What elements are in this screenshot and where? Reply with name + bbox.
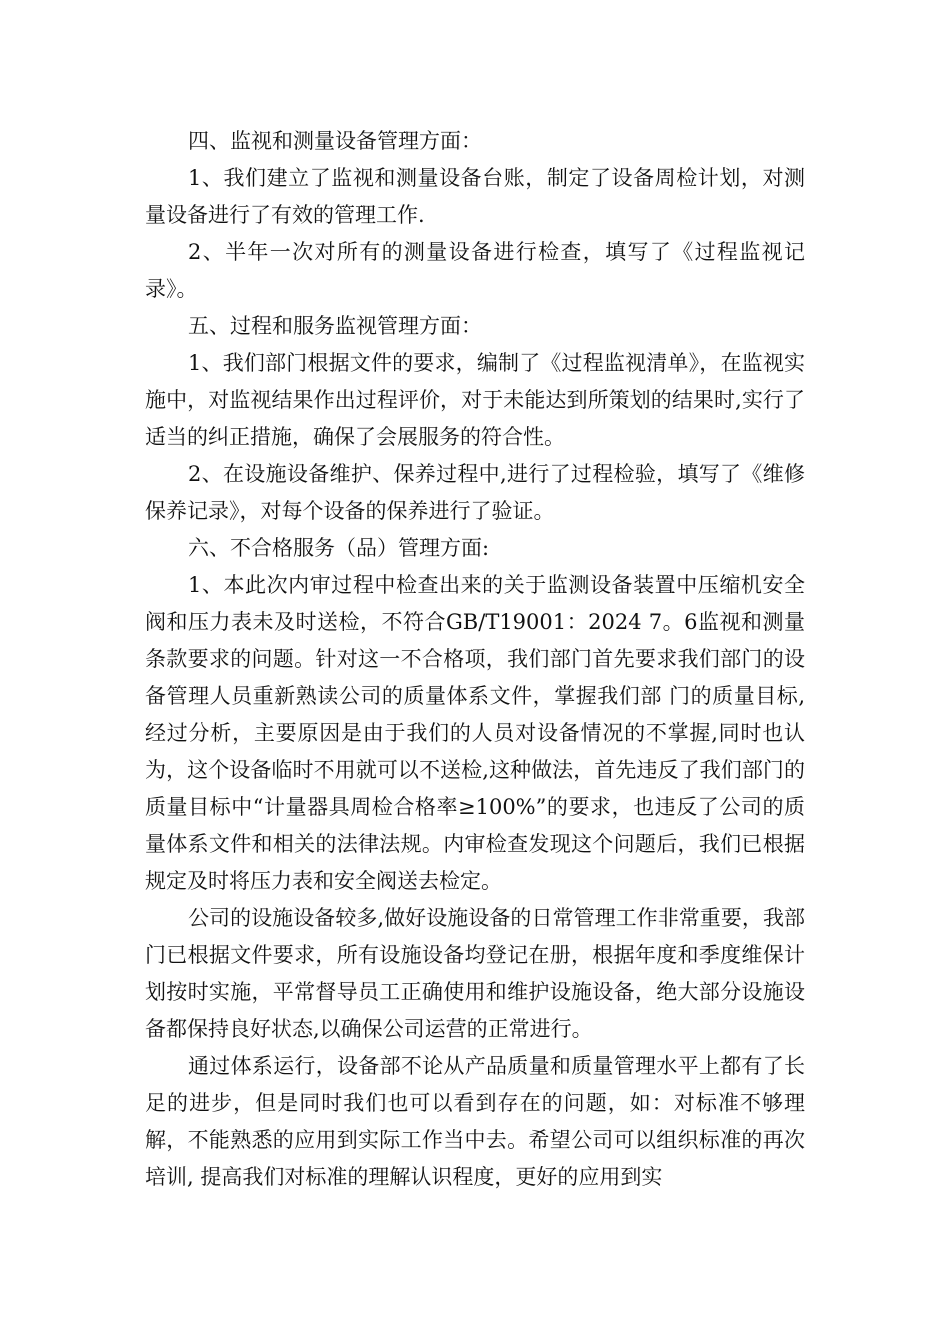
paragraph: 2、半年一次对所有的测量设备进行检查，填写了《过程监视记录》。 — [145, 240, 805, 301]
section-heading-nonconforming: 六、不合格服务（品）管理方面: — [188, 536, 490, 560]
paragraph: 1、我们部门根据文件的要求，编制了《过程监视清单》，在监视实施中，对监视结果作出过程评价，对于未能达到所策划的结果时,实行了适当的纠正措施，确保了会展服务的符合性。 — [145, 351, 805, 449]
paragraph: 1、本此次内审过程中检查出来的关于监测设备装置中压缩机安全阀和压力表未及时送检，不符合GB/T19001：2024 7。6监视和测量条款要求的问题。针对这一不合格项，我们部门首先要求我们部门的设备管理人员重新熟读公司的质量体系文件，掌握我们部 门的质量目标,经过分析，主要原因是由于我们的人员对设备情况的不掌握,同时也认为，这个设备临时不用就可以不送检,这种做法，首先违反了我们部门的质量目标中“计量器具周检合格率≥100%”的要求，也违反了公司的质量体系文件和相关的法律法规。内审检查发现这个问题后，我们已根据规定及时将压力表和安全阀送去检定。 — [145, 573, 805, 893]
paragraph: 公司的设施设备较多,做好设施设备的日常管理工作非常重要，我部门已根据文件要求，所有设施设备均登记在册，根据年度和季度维保计划按时实施，平常督导员工正确使用和维护设施设备，绝大部分设施设备都保持良好状态,以确保公司运营的正常进行。 — [145, 906, 805, 1041]
paragraph: 1、我们建立了监视和测量设备台账，制定了设备周检计划，对测量设备进行了有效的管理工作. — [145, 166, 805, 227]
section-heading-measuring-equipment: 四、监视和测量设备管理方面： — [188, 129, 482, 153]
document-body — [145, 123, 805, 1196]
section-heading-process-monitoring: 五、过程和服务监视管理方面： — [188, 314, 482, 338]
paragraph: 通过体系运行，设备部不论从产品质量和质量管理水平上都有了长足的进步，但是同时我们也可以看到存在的问题，如：对标准不够理解，不能熟悉的应用到实际工作当中去。希望公司可以组织标准的再次培训, 提高我们对标准的理解认识程度，更好的应用到实 — [145, 1054, 805, 1189]
paragraph: 2、在设施设备维护、保养过程中,进行了过程检验，填写了《维修保养记录》，对每个设备的保养进行了验证。 — [145, 462, 805, 523]
